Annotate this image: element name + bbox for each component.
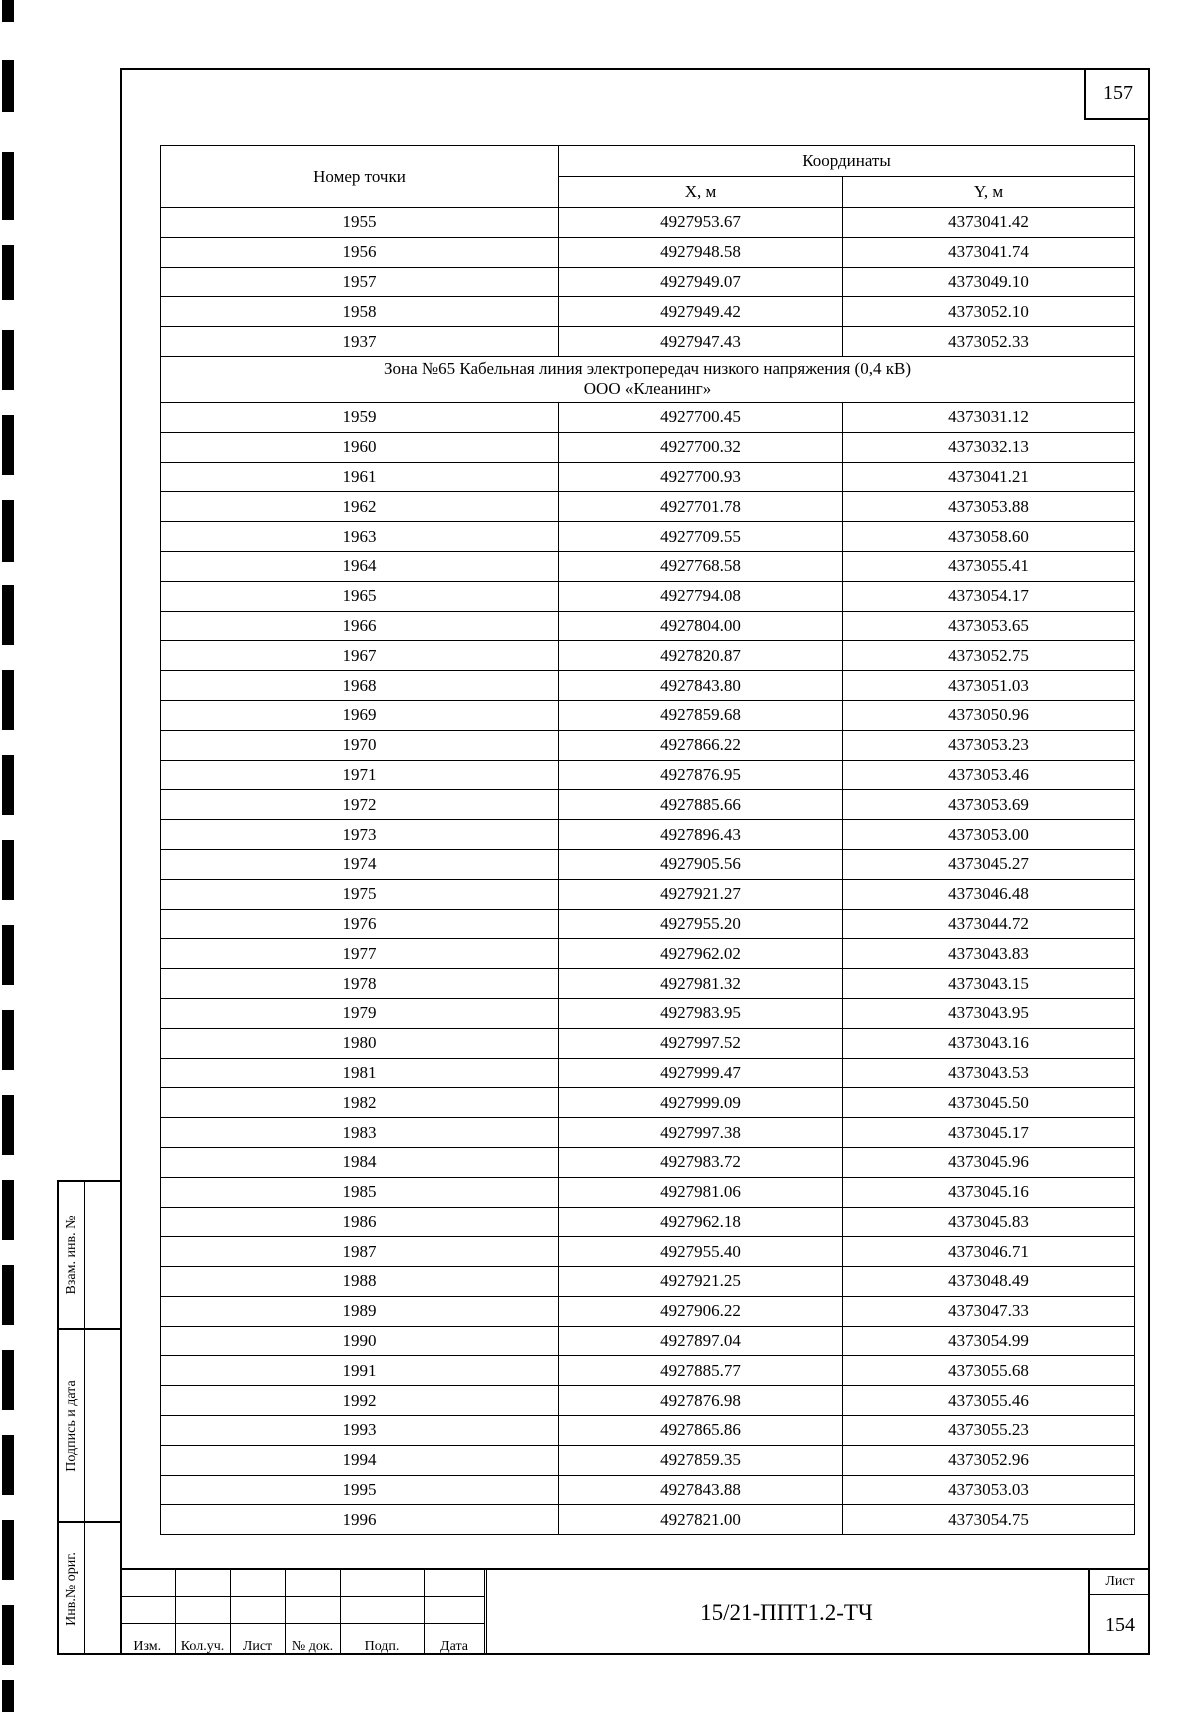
- y-coordinate-cell: 4373049.10: [843, 267, 1135, 297]
- table-row: [161, 1058, 1135, 1088]
- y-coordinate-cell: 4373055.41: [843, 551, 1135, 581]
- coordinates-table: [160, 145, 1135, 1535]
- point-number-cell: 1973: [161, 820, 559, 850]
- binding-mark: [2, 1520, 14, 1580]
- side-cell-vzam: [59, 1182, 120, 1330]
- y-coordinate-cell: 4373054.17: [843, 581, 1135, 611]
- table-row: [161, 327, 1135, 357]
- binding-mark: [2, 1680, 14, 1712]
- point-number-cell: 1986: [161, 1207, 559, 1237]
- table-row: [161, 1296, 1135, 1326]
- header-coordinates: Координаты: [559, 146, 1135, 177]
- y-coordinate-cell: 4373045.27: [843, 849, 1135, 879]
- y-coordinate-cell: 4373055.68: [843, 1356, 1135, 1386]
- label-podp: Подп.: [340, 1623, 424, 1655]
- binding-mark: [2, 1010, 14, 1070]
- x-coordinate-cell: 4927962.02: [559, 939, 843, 969]
- binding-mark: [2, 1435, 14, 1495]
- document-code: 15/21-ППТ1.2-ТЧ: [486, 1570, 1086, 1655]
- label-data: Дата: [424, 1623, 484, 1655]
- point-number-cell: 1961: [161, 462, 559, 492]
- point-number-cell: 1982: [161, 1088, 559, 1118]
- x-coordinate-cell: 4927955.40: [559, 1237, 843, 1267]
- approval-side-strip: [57, 1180, 120, 1655]
- y-coordinate-cell: 4373052.33: [843, 327, 1135, 357]
- x-coordinate-cell: 4927997.52: [559, 1028, 843, 1058]
- point-number-cell: 1962: [161, 492, 559, 522]
- point-number-cell: 1988: [161, 1267, 559, 1297]
- y-coordinate-cell: 4373041.21: [843, 462, 1135, 492]
- point-number-cell: 1981: [161, 1058, 559, 1088]
- sheet-box: [1088, 1570, 1150, 1655]
- y-coordinate-cell: 4373053.65: [843, 611, 1135, 641]
- x-coordinate-cell: 4927948.58: [559, 237, 843, 267]
- binding-mark: [2, 330, 14, 390]
- point-number-cell: 1994: [161, 1445, 559, 1475]
- x-coordinate-cell: 4927905.56: [559, 849, 843, 879]
- label-izm: Изм.: [120, 1623, 175, 1655]
- sheet-number: 154: [1105, 1613, 1135, 1636]
- y-coordinate-cell: 4373045.83: [843, 1207, 1135, 1237]
- x-coordinate-cell: 4927876.98: [559, 1386, 843, 1416]
- side-label-podpis: Подпись и дата: [63, 1379, 79, 1472]
- table-row: [161, 1416, 1135, 1446]
- zone-title-line1: Зона №65 Кабельная линия электропередач низкого напряжения (0,4 кВ): [384, 359, 911, 379]
- x-coordinate-cell: 4927794.08: [559, 581, 843, 611]
- y-coordinate-cell: 4373046.71: [843, 1237, 1135, 1267]
- point-number-cell: 1964: [161, 551, 559, 581]
- header-y: Y, м: [843, 177, 1135, 208]
- table-row: [161, 820, 1135, 850]
- x-coordinate-cell: 4927700.32: [559, 432, 843, 462]
- table-row: [161, 611, 1135, 641]
- table-row: [161, 1356, 1135, 1386]
- x-coordinate-cell: 4927999.09: [559, 1088, 843, 1118]
- binding-mark: [2, 1605, 14, 1665]
- binding-mark: [2, 925, 14, 985]
- table-row: [161, 402, 1135, 432]
- y-coordinate-cell: 4373053.69: [843, 790, 1135, 820]
- side-label-vzam: Взам. инв. №: [63, 1215, 79, 1295]
- table-row: [161, 1207, 1135, 1237]
- x-coordinate-cell: 4927821.00: [559, 1505, 843, 1535]
- table-row: [161, 1505, 1135, 1535]
- point-number-cell: 1937: [161, 327, 559, 357]
- x-coordinate-cell: 4927997.38: [559, 1118, 843, 1148]
- zone-section: [161, 356, 1135, 402]
- point-number-cell: 1959: [161, 402, 559, 432]
- x-coordinate-cell: 4927804.00: [559, 611, 843, 641]
- x-coordinate-cell: 4927999.47: [559, 1058, 843, 1088]
- x-coordinate-cell: 4927953.67: [559, 208, 843, 238]
- x-coordinate-cell: 4927921.25: [559, 1267, 843, 1297]
- table-row: [161, 1326, 1135, 1356]
- binding-mark: [2, 60, 14, 112]
- y-coordinate-cell: 4373031.12: [843, 402, 1135, 432]
- zone-title-line2: ООО «Клеанинг»: [583, 379, 712, 399]
- y-coordinate-cell: 4373043.15: [843, 969, 1135, 999]
- point-number-cell: 1957: [161, 267, 559, 297]
- y-coordinate-cell: 4373041.42: [843, 208, 1135, 238]
- table-row: [161, 671, 1135, 701]
- point-number-cell: 1993: [161, 1416, 559, 1446]
- x-coordinate-cell: 4927981.32: [559, 969, 843, 999]
- binding-mark: [2, 1265, 14, 1325]
- title-block: [120, 1568, 1150, 1655]
- y-coordinate-cell: 4373043.16: [843, 1028, 1135, 1058]
- label-n-dok: № док.: [285, 1623, 340, 1655]
- table-row: [161, 700, 1135, 730]
- table-row: [161, 909, 1135, 939]
- y-coordinate-cell: 4373045.17: [843, 1118, 1135, 1148]
- y-coordinate-cell: 4373043.53: [843, 1058, 1135, 1088]
- point-number-cell: 1975: [161, 879, 559, 909]
- point-number-cell: 1960: [161, 432, 559, 462]
- y-coordinate-cell: 4373052.96: [843, 1445, 1135, 1475]
- table-row: [161, 432, 1135, 462]
- binding-mark: [2, 755, 14, 815]
- binding-mark: [2, 1350, 14, 1410]
- x-coordinate-cell: 4927885.66: [559, 790, 843, 820]
- table-row: [161, 1147, 1135, 1177]
- table-row: [161, 237, 1135, 267]
- x-coordinate-cell: 4927700.45: [559, 402, 843, 432]
- label-list: Лист: [230, 1623, 285, 1655]
- y-coordinate-cell: 4373058.60: [843, 522, 1135, 552]
- table-row: [161, 1475, 1135, 1505]
- y-coordinate-cell: 4373032.13: [843, 432, 1135, 462]
- y-coordinate-cell: 4373053.46: [843, 760, 1135, 790]
- x-coordinate-cell: 4927866.22: [559, 730, 843, 760]
- y-coordinate-cell: 4373043.95: [843, 998, 1135, 1028]
- x-coordinate-cell: 4927962.18: [559, 1207, 843, 1237]
- point-number-cell: 1968: [161, 671, 559, 701]
- x-coordinate-cell: 4927947.43: [559, 327, 843, 357]
- x-coordinate-cell: 4927949.07: [559, 267, 843, 297]
- binding-mark: [2, 245, 14, 300]
- sheet-label: Лист: [1090, 1570, 1150, 1595]
- table-row: [161, 581, 1135, 611]
- y-coordinate-cell: 4373051.03: [843, 671, 1135, 701]
- x-coordinate-cell: 4927955.20: [559, 909, 843, 939]
- x-coordinate-cell: 4927983.72: [559, 1147, 843, 1177]
- point-number-cell: 1990: [161, 1326, 559, 1356]
- point-number-cell: 1969: [161, 700, 559, 730]
- x-coordinate-cell: 4927906.22: [559, 1296, 843, 1326]
- y-coordinate-cell: 4373053.00: [843, 820, 1135, 850]
- x-coordinate-cell: 4927859.35: [559, 1445, 843, 1475]
- point-number-cell: 1985: [161, 1177, 559, 1207]
- y-coordinate-cell: 4373043.83: [843, 939, 1135, 969]
- zone-title: [161, 356, 1135, 402]
- x-coordinate-cell: 4927859.68: [559, 700, 843, 730]
- table-row: [161, 969, 1135, 999]
- point-number-cell: 1970: [161, 730, 559, 760]
- table-row: [161, 1267, 1135, 1297]
- table-row: [161, 998, 1135, 1028]
- header-x: X, м: [559, 177, 843, 208]
- y-coordinate-cell: 4373054.75: [843, 1505, 1135, 1535]
- side-label-inv: Инв.№ ориг.: [63, 1552, 79, 1626]
- x-coordinate-cell: 4927981.06: [559, 1177, 843, 1207]
- y-coordinate-cell: 4373048.49: [843, 1267, 1135, 1297]
- point-number-cell: 1963: [161, 522, 559, 552]
- binding-mark: [2, 840, 14, 900]
- x-coordinate-cell: 4927949.42: [559, 297, 843, 327]
- x-coordinate-cell: 4927885.77: [559, 1356, 843, 1386]
- table-row: [161, 1028, 1135, 1058]
- binding-mark: [2, 585, 14, 645]
- x-coordinate-cell: 4927843.80: [559, 671, 843, 701]
- point-number-cell: 1971: [161, 760, 559, 790]
- table-row: [161, 849, 1135, 879]
- x-coordinate-cell: 4927768.58: [559, 551, 843, 581]
- y-coordinate-cell: 4373045.50: [843, 1088, 1135, 1118]
- x-coordinate-cell: 4927820.87: [559, 641, 843, 671]
- table-row: [161, 730, 1135, 760]
- y-coordinate-cell: 4373055.23: [843, 1416, 1135, 1446]
- y-coordinate-cell: 4373054.99: [843, 1326, 1135, 1356]
- table-row: [161, 939, 1135, 969]
- x-coordinate-cell: 4927700.93: [559, 462, 843, 492]
- point-number-cell: 1996: [161, 1505, 559, 1535]
- revision-grid: [120, 1570, 485, 1655]
- point-number-cell: 1974: [161, 849, 559, 879]
- point-number-cell: 1980: [161, 1028, 559, 1058]
- table-row: [161, 1386, 1135, 1416]
- x-coordinate-cell: 4927843.88: [559, 1475, 843, 1505]
- side-cell-inv: [59, 1523, 120, 1655]
- point-number-cell: 1965: [161, 581, 559, 611]
- table-row: [161, 551, 1135, 581]
- binding-mark: [2, 415, 14, 475]
- x-coordinate-cell: 4927983.95: [559, 998, 843, 1028]
- y-coordinate-cell: 4373047.33: [843, 1296, 1135, 1326]
- y-coordinate-cell: 4373055.46: [843, 1386, 1135, 1416]
- y-coordinate-cell: 4373044.72: [843, 909, 1135, 939]
- table-row: [161, 760, 1135, 790]
- y-coordinate-cell: 4373041.74: [843, 237, 1135, 267]
- point-number-cell: 1976: [161, 909, 559, 939]
- x-coordinate-cell: 4927701.78: [559, 492, 843, 522]
- point-number-cell: 1956: [161, 237, 559, 267]
- table-row: [161, 1088, 1135, 1118]
- y-coordinate-cell: 4373053.23: [843, 730, 1135, 760]
- point-number-cell: 1979: [161, 998, 559, 1028]
- table-row: [161, 522, 1135, 552]
- x-coordinate-cell: 4927876.95: [559, 760, 843, 790]
- x-coordinate-cell: 4927897.04: [559, 1326, 843, 1356]
- point-number-cell: 1991: [161, 1356, 559, 1386]
- y-coordinate-cell: 4373050.96: [843, 700, 1135, 730]
- point-number-cell: 1978: [161, 969, 559, 999]
- y-coordinate-cell: 4373045.96: [843, 1147, 1135, 1177]
- table-row: [161, 790, 1135, 820]
- binding-mark: [2, 1180, 14, 1240]
- point-number-cell: 1995: [161, 1475, 559, 1505]
- binding-mark: [2, 152, 14, 220]
- y-coordinate-cell: 4373053.88: [843, 492, 1135, 522]
- table-row: [161, 492, 1135, 522]
- y-coordinate-cell: 4373052.75: [843, 641, 1135, 671]
- table-row: [161, 208, 1135, 238]
- side-cell-podpis: [59, 1330, 120, 1523]
- x-coordinate-cell: 4927896.43: [559, 820, 843, 850]
- binding-mark: [2, 670, 14, 730]
- table-row: [161, 1445, 1135, 1475]
- header-point-number: Номер точки: [161, 146, 559, 208]
- point-number-cell: 1967: [161, 641, 559, 671]
- point-number-cell: 1955: [161, 208, 559, 238]
- rows-before-zone: [161, 208, 1135, 357]
- point-number-cell: 1958: [161, 297, 559, 327]
- point-number-cell: 1987: [161, 1237, 559, 1267]
- zone-header-row: [161, 356, 1135, 402]
- page-number-top: 157: [1084, 68, 1150, 120]
- y-coordinate-cell: 4373046.48: [843, 879, 1135, 909]
- point-number-cell: 1992: [161, 1386, 559, 1416]
- x-coordinate-cell: 4927865.86: [559, 1416, 843, 1446]
- point-number-cell: 1966: [161, 611, 559, 641]
- label-kol-uch: Кол.уч.: [175, 1623, 230, 1655]
- x-coordinate-cell: 4927921.27: [559, 879, 843, 909]
- table-row: [161, 462, 1135, 492]
- point-number-cell: 1977: [161, 939, 559, 969]
- point-number-cell: 1983: [161, 1118, 559, 1148]
- y-coordinate-cell: 4373052.10: [843, 297, 1135, 327]
- point-number-cell: 1989: [161, 1296, 559, 1326]
- point-number-cell: 1972: [161, 790, 559, 820]
- point-number-cell: 1984: [161, 1147, 559, 1177]
- x-coordinate-cell: 4927709.55: [559, 522, 843, 552]
- table-row: [161, 1237, 1135, 1267]
- table-row: [161, 267, 1135, 297]
- binding-mark: [2, 500, 14, 562]
- binding-mark: [2, 0, 14, 22]
- y-coordinate-cell: 4373053.03: [843, 1475, 1135, 1505]
- table-row: [161, 879, 1135, 909]
- rows-after-zone: [161, 402, 1135, 1534]
- table-row: [161, 297, 1135, 327]
- table-row: [161, 641, 1135, 671]
- table-row: [161, 1118, 1135, 1148]
- y-coordinate-cell: 4373045.16: [843, 1177, 1135, 1207]
- table-row: [161, 1177, 1135, 1207]
- binding-mark: [2, 1095, 14, 1155]
